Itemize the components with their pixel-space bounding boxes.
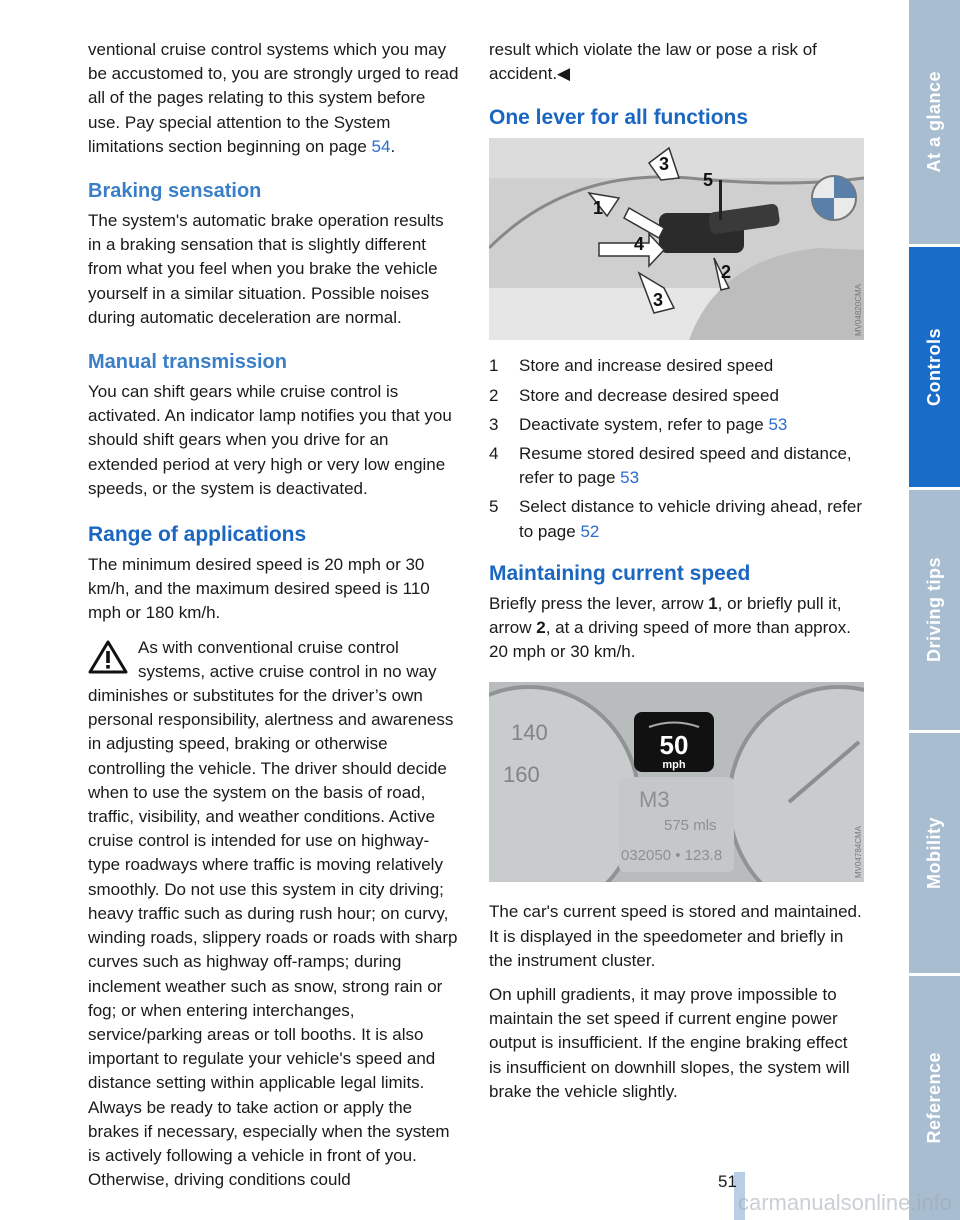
lever-function-list — [489, 354, 864, 543]
lever-label-1: 1 — [593, 198, 604, 219]
display-model: M3 — [639, 787, 670, 813]
stored-speed-paragraph: The car's current speed is stored and maintained. It is displayed in the speedometer and briefly in the instrument cluster. — [489, 902, 862, 970]
set-speed-value: 50 — [659, 730, 689, 761]
figure-code-1: MV04820CMA — [854, 284, 863, 337]
page-ref-53[interactable]: 53 — [768, 414, 788, 434]
display-range: 575 mls — [664, 817, 717, 835]
warning-triangle-icon — [88, 640, 128, 674]
tab-reference[interactable]: Reference — [924, 1052, 944, 1144]
lever-label-4: 4 — [634, 234, 645, 255]
list-item: 1 Store and increase desired speed — [489, 356, 774, 376]
warning-text: As with conventional cruise control systems, active cruise control in no way diminishes or substitutes for the driver’s own personal responsibility, alertness and awareness in adjusting speed, braking or otherwise controlling the vehicle. The driver should decide when to use the system on the basis of road, traffic, visibility, and weather conditions. Active cruise control is intended for use on highway-type roadways where traffic is moving relatively smoothly. Do not use this system in city driving; heavy traffic such as during rush hour; on curvy, winding roads, slippery roads or roads with sharp curves such as highway off-ramps; during inclement weather such as snow, strong rain or fog; or when entering interchanges, service/parking areas or toll booths. It is also important to regulate your vehicle's speed and distance setting within applicable legal limits. Always be ready to take action or apply the brakes if necessary, especially when the system is actively following a vehicle in front of you. Otherwise, driving conditions could — [88, 637, 458, 1190]
intro-paragraph: ventional cruise control systems which you may be accustomed to, you are strongly urged to read all of the pages relating to this system before use. Pay special attention to the System limitations section beginning on page 54. — [88, 40, 459, 156]
manual-transmission-heading: Manual transmission — [88, 351, 287, 374]
page-ref-54[interactable]: 54 — [371, 136, 391, 156]
page-ref-53[interactable]: 53 — [620, 468, 640, 488]
list-item: 4 Resume stored desired speed and distance, refer to page 53 — [489, 444, 852, 488]
list-item: 2 Store and decrease desired speed — [489, 385, 779, 405]
page-ref-52[interactable]: 52 — [580, 521, 600, 541]
instrument-cluster-figure — [489, 682, 864, 882]
lever-label-5: 5 — [703, 170, 714, 191]
display-odometer: 032050 • 123.8 — [621, 847, 723, 865]
braking-heading: Braking sensation — [88, 180, 262, 203]
page-number: 51 — [718, 1172, 737, 1191]
tab-driving-tips[interactable]: Driving tips — [924, 557, 944, 663]
lever-label-3-top: 3 — [659, 154, 670, 175]
figure-code-2: MV04784CMA — [854, 826, 863, 879]
maintaining-heading: Maintaining current speed — [489, 561, 751, 585]
tab-mobility[interactable]: Mobility — [924, 817, 944, 889]
set-speed-unit: mph — [662, 759, 686, 772]
lever-heading: One lever for all functions — [489, 106, 749, 130]
braking-paragraph: The system's automatic brake operation results in a braking sensation that is slightly different from what you feel when you brake the vehicle yourself in a similar situation. Possible noises during automatic deceleration are normal. — [88, 211, 444, 327]
uphill-paragraph: On uphill gradients, it may prove impossible to maintain the set speed if current engine power output is insufficient. If the engine braking effect is insufficient on downhill slopes, the system will brake the vehicle slightly. — [489, 985, 850, 1101]
list-item: 5 Select distance to vehicle driving ahead, refer to page 52 — [489, 497, 863, 541]
left-column — [88, 38, 460, 1202]
maintaining-paragraph: Briefly press the lever, arrow 1, or briefly pull it, arrow 2, at a driving speed of more than approx. 20 mph or 30 km/h. — [489, 593, 851, 662]
watermark: carmanualsonline.info — [737, 1190, 952, 1215]
lever-label-3-bottom: 3 — [653, 290, 664, 311]
list-item: 3 Deactivate system, refer to page 53 — [489, 414, 788, 434]
chapter-sidebar — [909, 0, 960, 1220]
tab-controls[interactable]: Controls — [909, 247, 960, 487]
gauge-number-140: 140 — [511, 720, 548, 746]
lever-label-2: 2 — [721, 262, 732, 283]
range-heading: Range of applications — [88, 523, 307, 547]
gauge-number-160: 160 — [503, 762, 540, 788]
warning-block — [88, 636, 460, 1193]
manual-transmission-paragraph: You can shift gears while cruise control is activated. An indicator lamp notifies you that you should shift gears when you drive for an extended period at very high or very low engine speeds, or the system is deactivated. — [88, 382, 452, 498]
tab-at-a-glance[interactable]: At a glance — [924, 71, 944, 173]
range-paragraph: The minimum desired speed is 20 mph or 30 km/h, and the maximum desired speed is 110 mph or 180 km/h. — [88, 555, 430, 623]
continued-paragraph: result which violate the law or pose a risk of accident.◀ — [489, 40, 817, 84]
lever-figure — [489, 138, 864, 340]
right-column — [489, 38, 864, 1114]
